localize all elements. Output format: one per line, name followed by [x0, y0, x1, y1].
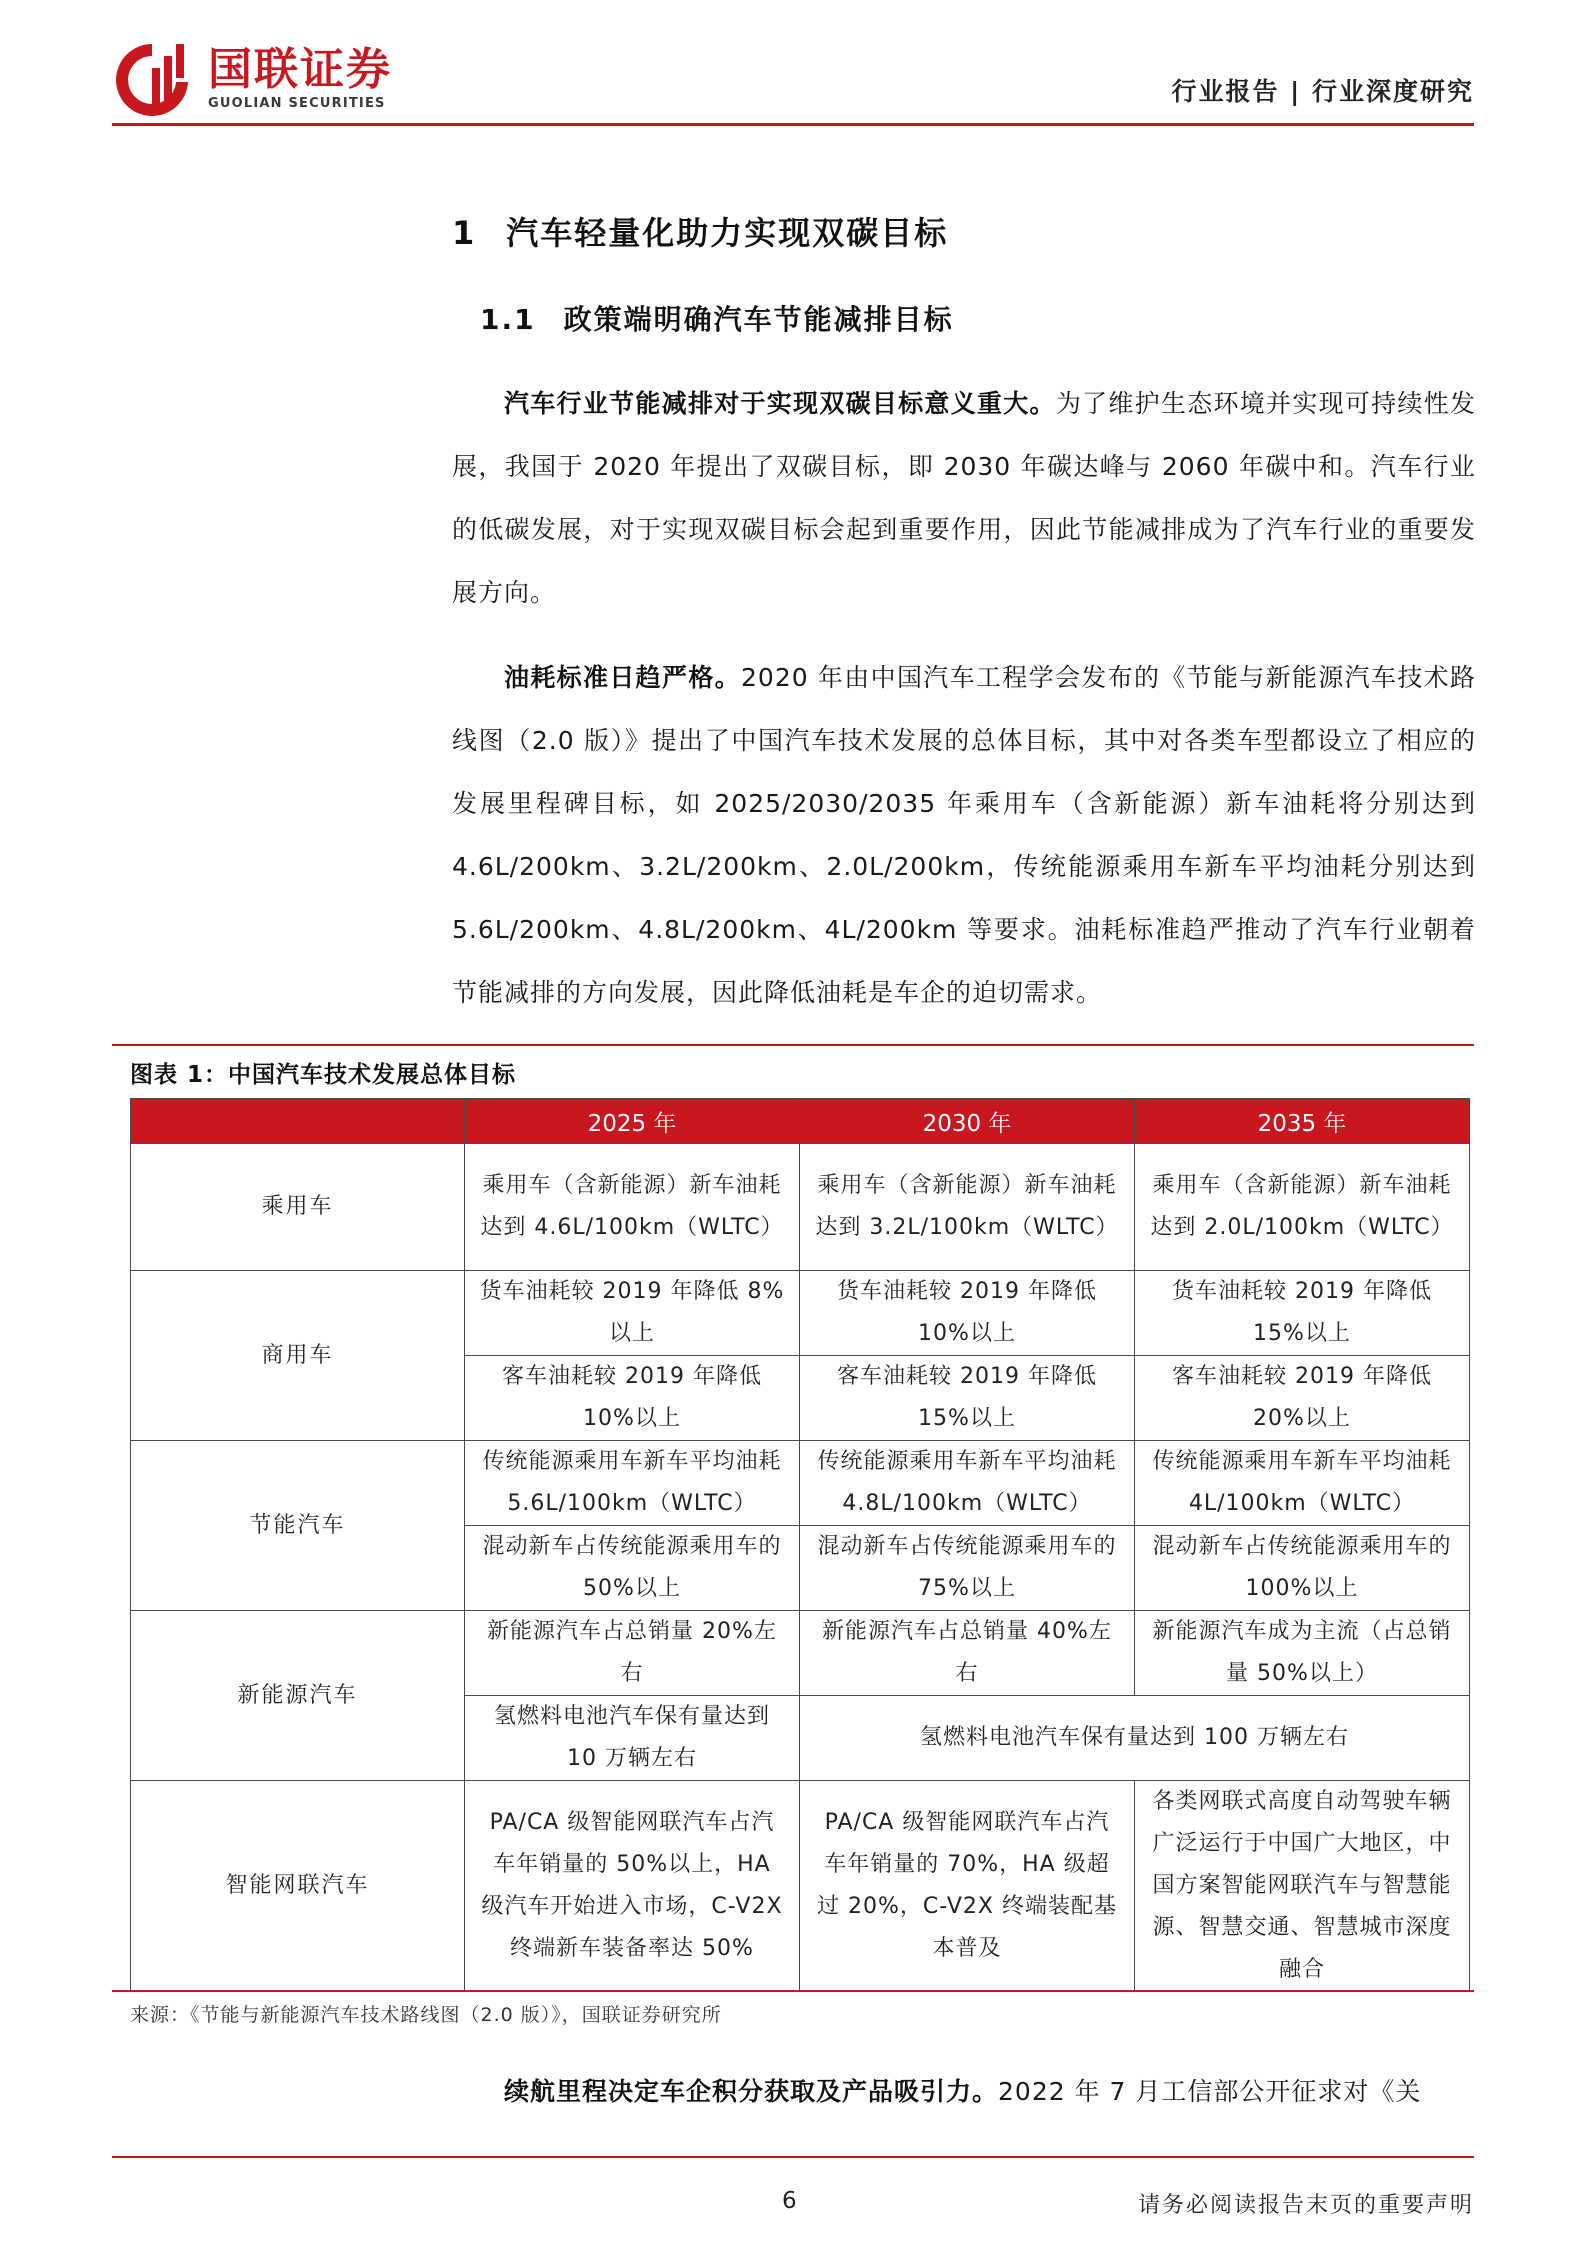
table-cell: 客车油耗较 2019 年降低 20%以上	[1135, 1356, 1470, 1441]
table-row	[131, 1611, 1470, 1696]
paragraph-body: 为了维护生态环境并实现可持续性发展，我国于 2020 年提出了双碳目标，即 2030 年碳达峰与 2060 年碳中和。汽车行业的低碳发展，对于实现双碳目标会起到重要作用，因此节能减排成为了汽车行业的重要发展方向。	[452, 389, 1476, 607]
paragraph-body: 2020 年由中国汽车工程学会发布的《节能与新能源汽车技术路线图（2.0 版）》提出了中国汽车技术发展的总体目标，其中对各类车型都设立了相应的发展里程碑目标，如 2025/2030/2035 年乘用车（含新能源）新车油耗将分别达到 4.6L/200km、3.2L/200km、2.0L/200km，传统能源乘用车新车平均油耗分别达到 5.6L/200km、4.8L/200km、4L/200km 等要求。油耗标准趋严推动了汽车行业朝着节能减排的方向发展，因此降低油耗是车企的迫切需求。	[452, 663, 1476, 1007]
table-cell: PA/CA 级智能网联汽车占汽车年销量的 70%，HA 级超过 20%，C-V2X 终端装配基本普及	[800, 1781, 1135, 1992]
table-cell-merged: 氢燃料电池汽车保有量达到 100 万辆左右	[800, 1696, 1470, 1781]
logo-english-name: GUOLIAN SECURITIES	[208, 96, 386, 111]
table-row	[131, 1271, 1470, 1356]
table-cell: 客车油耗较 2019 年降低 15%以上	[800, 1356, 1135, 1441]
report-type: 行业报告 | 行业深度研究	[1171, 77, 1474, 106]
table-header-row	[131, 1099, 1470, 1144]
logo-chinese-name: 国联证券	[208, 44, 392, 95]
table-cell: 货车油耗较 2019 年降低 10%以上	[800, 1271, 1135, 1356]
figure-top-divider	[112, 1044, 1474, 1046]
table-cell: 货车油耗较 2019 年降低 15%以上	[1135, 1271, 1470, 1356]
section-number: 1	[452, 214, 477, 252]
table-cell: 各类网联式高度自动驾驶车辆广泛运行于中国广大地区，中国方案智能网联汽车与智慧能源、智慧交通、智慧城市深度融合	[1135, 1781, 1470, 1992]
row-label-commercial: 商用车	[131, 1271, 465, 1441]
table-cell: 货车油耗较 2019 年降低 8%以上	[465, 1271, 800, 1356]
paragraph-carbon-goals	[452, 372, 1476, 624]
row-label-passenger: 乘用车	[131, 1144, 465, 1271]
section-title: 汽车轻量化助力实现双碳目标	[506, 214, 949, 252]
table-cell: 混动新车占传统能源乘用车的 50%以上	[465, 1526, 800, 1611]
footer-divider	[112, 2156, 1474, 2158]
table-cell: 乘用车（含新能源）新车油耗达到 2.0L/100km（WLTC）	[1135, 1144, 1470, 1271]
table-cell: 传统能源乘用车新车平均油耗 4L/100km（WLTC）	[1135, 1441, 1470, 1526]
row-label-nev: 新能源汽车	[131, 1611, 465, 1781]
table-cell: 新能源汽车占总销量 40%左右	[800, 1611, 1135, 1696]
table-row	[131, 1781, 1470, 1992]
table-cell: 新能源汽车占总销量 20%左右	[465, 1611, 800, 1696]
page-number: 6	[782, 2188, 797, 2214]
section-heading	[452, 208, 948, 254]
table-cell: 传统能源乘用车新车平均油耗 4.8L/100km（WLTC）	[800, 1441, 1135, 1526]
table-cell: 客车油耗较 2019 年降低 10%以上	[465, 1356, 800, 1441]
table-cell: 氢燃料电池汽车保有量达到 10 万辆左右	[465, 1696, 800, 1781]
subsection-heading	[480, 298, 954, 338]
table-cell: 新能源汽车成为主流（占总销量 50%以上）	[1135, 1611, 1470, 1696]
paragraph-lead: 油耗标准日趋严格。	[504, 663, 742, 692]
header-2035: 2035 年	[1135, 1099, 1470, 1144]
row-label-energy-saving: 节能汽车	[131, 1441, 465, 1611]
guolian-logo-icon	[112, 38, 198, 118]
table-cell: PA/CA 级智能网联汽车占汽车年销量的 50%以上，HA 级汽车开始进入市场，C-V2X 终端新车装备率达 50%	[465, 1781, 800, 1992]
table-cell: 混动新车占传统能源乘用车的 75%以上	[800, 1526, 1135, 1611]
goals-table	[130, 1098, 1470, 1992]
table-row	[131, 1441, 1470, 1526]
table-cell: 乘用车（含新能源）新车油耗达到 4.6L/100km（WLTC）	[465, 1144, 800, 1271]
footer-disclaimer: 请务必阅读报告末页的重要声明	[1137, 2193, 1474, 2218]
paragraph-fuel-standards	[452, 646, 1476, 1024]
figure-bottom-divider	[112, 1990, 1474, 1992]
figure-source: 来源：《节能与新能源汽车技术路线图（2.0 版）》，国联证券研究所	[130, 2004, 722, 2026]
subsection-number: 1.1	[480, 303, 536, 336]
figure-title: 图表 1：中国汽车技术发展总体目标	[130, 1062, 517, 1088]
paragraph-body: 2022 年 7 月工信部公开征求对《关	[998, 2077, 1422, 2106]
subsection-title: 政策端明确汽车节能减排目标	[563, 303, 954, 336]
table-cell: 传统能源乘用车新车平均油耗 5.6L/100km（WLTC）	[465, 1441, 800, 1526]
header-2025: 2025 年	[465, 1099, 800, 1144]
row-label-icv: 智能网联汽车	[131, 1781, 465, 1992]
header-blank	[131, 1099, 465, 1144]
table-cell: 混动新车占传统能源乘用车的 100%以上	[1135, 1526, 1470, 1611]
table-row	[131, 1144, 1470, 1271]
paragraph-lead: 汽车行业节能减排对于实现双碳目标意义重大。	[504, 389, 1056, 418]
table-cell: 乘用车（含新能源）新车油耗达到 3.2L/100km（WLTC）	[800, 1144, 1135, 1271]
header-divider	[112, 123, 1474, 126]
paragraph-range	[452, 2060, 1476, 2123]
paragraph-lead: 续航里程决定车企积分获取及产品吸引力。	[504, 2077, 999, 2106]
header-2030: 2030 年	[800, 1099, 1135, 1144]
